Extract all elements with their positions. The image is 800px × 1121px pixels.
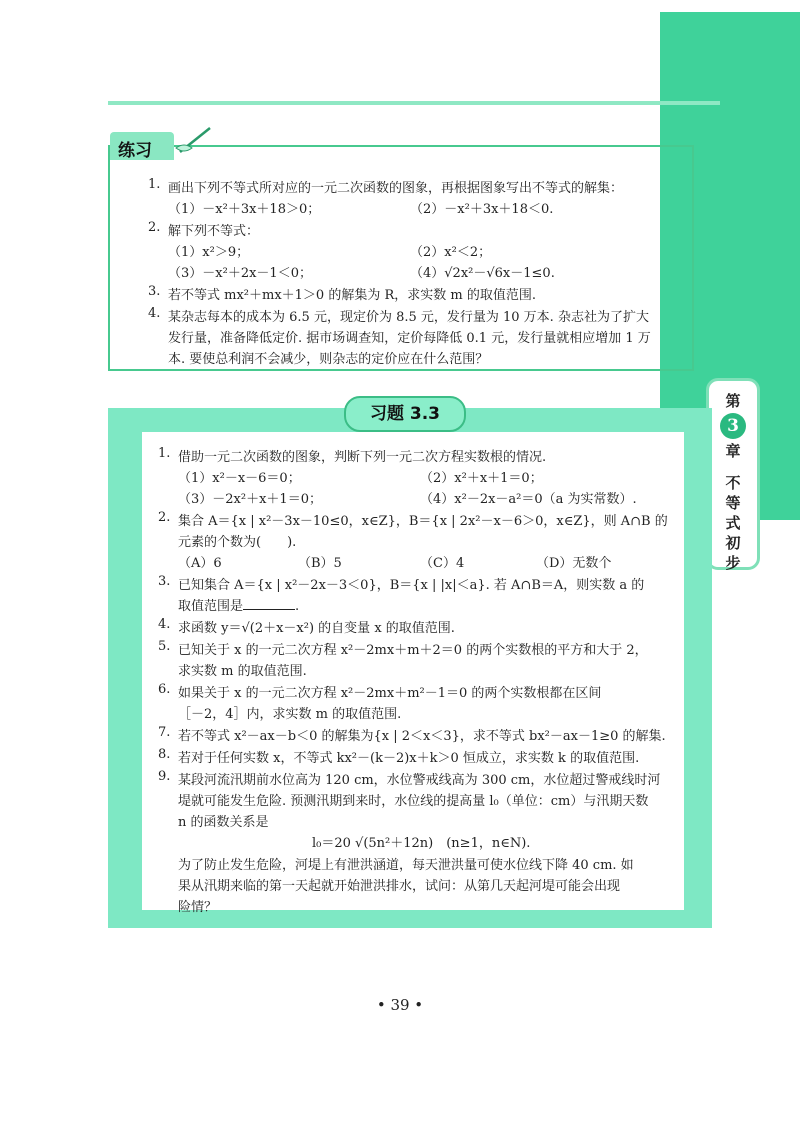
hw-q2-a: （A）6	[178, 556, 222, 571]
ex-q4-line1: 某杂志每本的成本为 6.5 元，现定价为 8.5 元，发行量为 10 万本. 杂志社为了扩大	[168, 310, 649, 325]
hw-q2-b: （B）5	[298, 556, 342, 571]
hw-q8-num: 8.	[158, 747, 171, 762]
pencil-icon	[174, 124, 214, 162]
ex-q2-d: （4）√2x²－√6x－1≤0.	[410, 266, 555, 281]
chapter-char-5: 步	[725, 554, 741, 572]
hw-q9-line4: 为了防止发生危险，河堤上有泄洪涵道，每天泄洪量可使水位线下降 40 cm. 如	[178, 858, 634, 873]
chapter-char-1: 不	[725, 474, 741, 492]
hw-q9-formula: l₀＝20 √(5n²＋12n) (n≥1，n∈N).	[312, 836, 531, 851]
chapter-tab	[706, 378, 760, 570]
hw-q3-num: 3.	[158, 574, 171, 589]
ex-q2-num: 2.	[148, 220, 161, 235]
exercise-header	[110, 132, 208, 162]
hw-q1-c: （3）－2x²＋x＋1＝0；	[178, 492, 322, 507]
hw-q2-d: （D）无数个	[536, 556, 612, 571]
ex-q4-line3: 本. 要使总利润不会减少，则杂志的定价应在什么范围？	[168, 352, 489, 367]
hw-q6-num: 6.	[158, 682, 171, 697]
ex-q2-c: （3）－x²＋2x－1＜0；	[168, 266, 312, 281]
ex-q1-num: 1.	[148, 177, 161, 192]
hw-q9-line5: 果从汛期来临的第一天起就开始泄洪排水，试问：从第几天起河堤可能会出现	[178, 879, 621, 894]
hw-q5-line1: 已知关于 x 的一元二次方程 x²－2mx＋m＋2＝0 的两个实数根的平方和大于 2，	[178, 643, 648, 658]
hw-q3-line2	[178, 595, 299, 614]
hw-q5-line2: 求实数 m 的取值范围.	[178, 664, 307, 679]
chapter-di: 第	[725, 392, 741, 410]
hw-q4-num: 4.	[158, 617, 171, 632]
ex-q2-text: 解下列不等式：	[168, 224, 260, 239]
hw-q2-num: 2.	[158, 510, 171, 525]
hw-q8-text: 若对于任何实数 x，不等式 kx²－(k－2)x＋k＞0 恒成立，求实数 k 的取值范围.	[178, 751, 640, 766]
page-number: • 39 •	[376, 996, 424, 1014]
hw-q2-line2: 元素的个数为( ).	[178, 535, 297, 550]
hw-q9-line1: 某段河流汛期前水位高为 120 cm，水位警戒线高为 300 cm，水位超过警戒线时河	[178, 773, 661, 788]
ex-q1-b: （2）－x²＋3x＋18＜0.	[410, 202, 554, 217]
chapter-char-4: 初	[725, 534, 741, 552]
hw-q1-a: （1）x²－x－6＝0；	[178, 471, 301, 486]
chapter-zhang: 章	[725, 442, 741, 460]
hw-q9-line3: n 的函数关系是	[178, 815, 269, 830]
homework-title-badge	[344, 396, 466, 432]
ex-q1-text: 画出下列不等式所对应的一元二次函数的图象，再根据图象写出不等式的解集：	[168, 181, 624, 196]
ex-q3-num: 3.	[148, 284, 161, 299]
hw-q9-num: 9.	[158, 769, 171, 784]
hw-q6-line1: 如果关于 x 的一元二次方程 x²－2mx＋m²－1＝0 的两个实数根都在区间	[178, 686, 602, 701]
answer-blank	[243, 597, 295, 610]
hw-q7-text: 若不等式 x²－ax－b＜0 的解集为{x | 2＜x＜3}，求不等式 bx²－ax－1≥0 的解集.	[178, 729, 666, 744]
hw-q6-line2: ［－2，4］内，求实数 m 的取值范围.	[178, 707, 402, 722]
hw-q2-line1: 集合 A＝{x | x²－3x－10≤0，x∈Z}，B＝{x | 2x²－x－6＞0，x∈Z}，则 A∩B 的	[178, 514, 668, 529]
ex-q4-num: 4.	[148, 306, 161, 321]
hw-q1-num: 1.	[158, 446, 171, 461]
top-divider	[108, 101, 720, 105]
hw-q7-num: 7.	[158, 725, 171, 740]
chapter-char-3: 式	[725, 514, 741, 532]
hw-q9-line6: 险情？	[178, 900, 218, 915]
ex-q4-line2: 发行量，准备降低定价. 据市场调查知，定价每降低 0.1 元，发行量就相应增加 1 万	[168, 331, 651, 346]
homework-title: 习题 3.3	[369, 404, 441, 424]
chapter-char-2: 等	[725, 494, 741, 512]
hw-q3-line2-pre: 取值范围是	[178, 599, 244, 614]
hw-q5-num: 5.	[158, 639, 171, 654]
chapter-number: 3	[720, 413, 746, 439]
hw-q1-b: （2）x²＋x＋1＝0；	[420, 471, 543, 486]
exercise-title: 练习	[118, 141, 152, 161]
ex-q1-a: （1）－x²＋3x＋18＞0；	[168, 202, 321, 217]
ex-q2-b: （2）x²＜2；	[410, 245, 492, 260]
ex-q3-text: 若不等式 mx²＋mx＋1＞0 的解集为 R，求实数 m 的取值范围.	[168, 288, 536, 303]
hw-q3-line2-post: .	[295, 599, 300, 614]
ex-q2-a: （1）x²＞9；	[168, 245, 250, 260]
hw-q3-line1: 已知集合 A＝{x | x²－2x－3＜0}，B＝{x | |x|＜a}. 若 A∩B＝A，则实数 a 的	[178, 578, 645, 593]
hw-q9-line2: 堤就可能发生危险. 预测汛期到来时，水位线的提高量 l₀（单位：cm）与汛期天数	[178, 794, 649, 809]
hw-q1-d: （4）x²－2x－a²＝0（a 为实常数）.	[420, 492, 637, 507]
hw-q1-text: 借助一元二次函数的图象，判断下列一元二次方程实数根的情况.	[178, 450, 547, 465]
hw-q4-text: 求函数 y＝√(2＋x－x²) 的自变量 x 的取值范围.	[178, 621, 455, 636]
hw-q2-c: （C）4	[420, 556, 465, 571]
